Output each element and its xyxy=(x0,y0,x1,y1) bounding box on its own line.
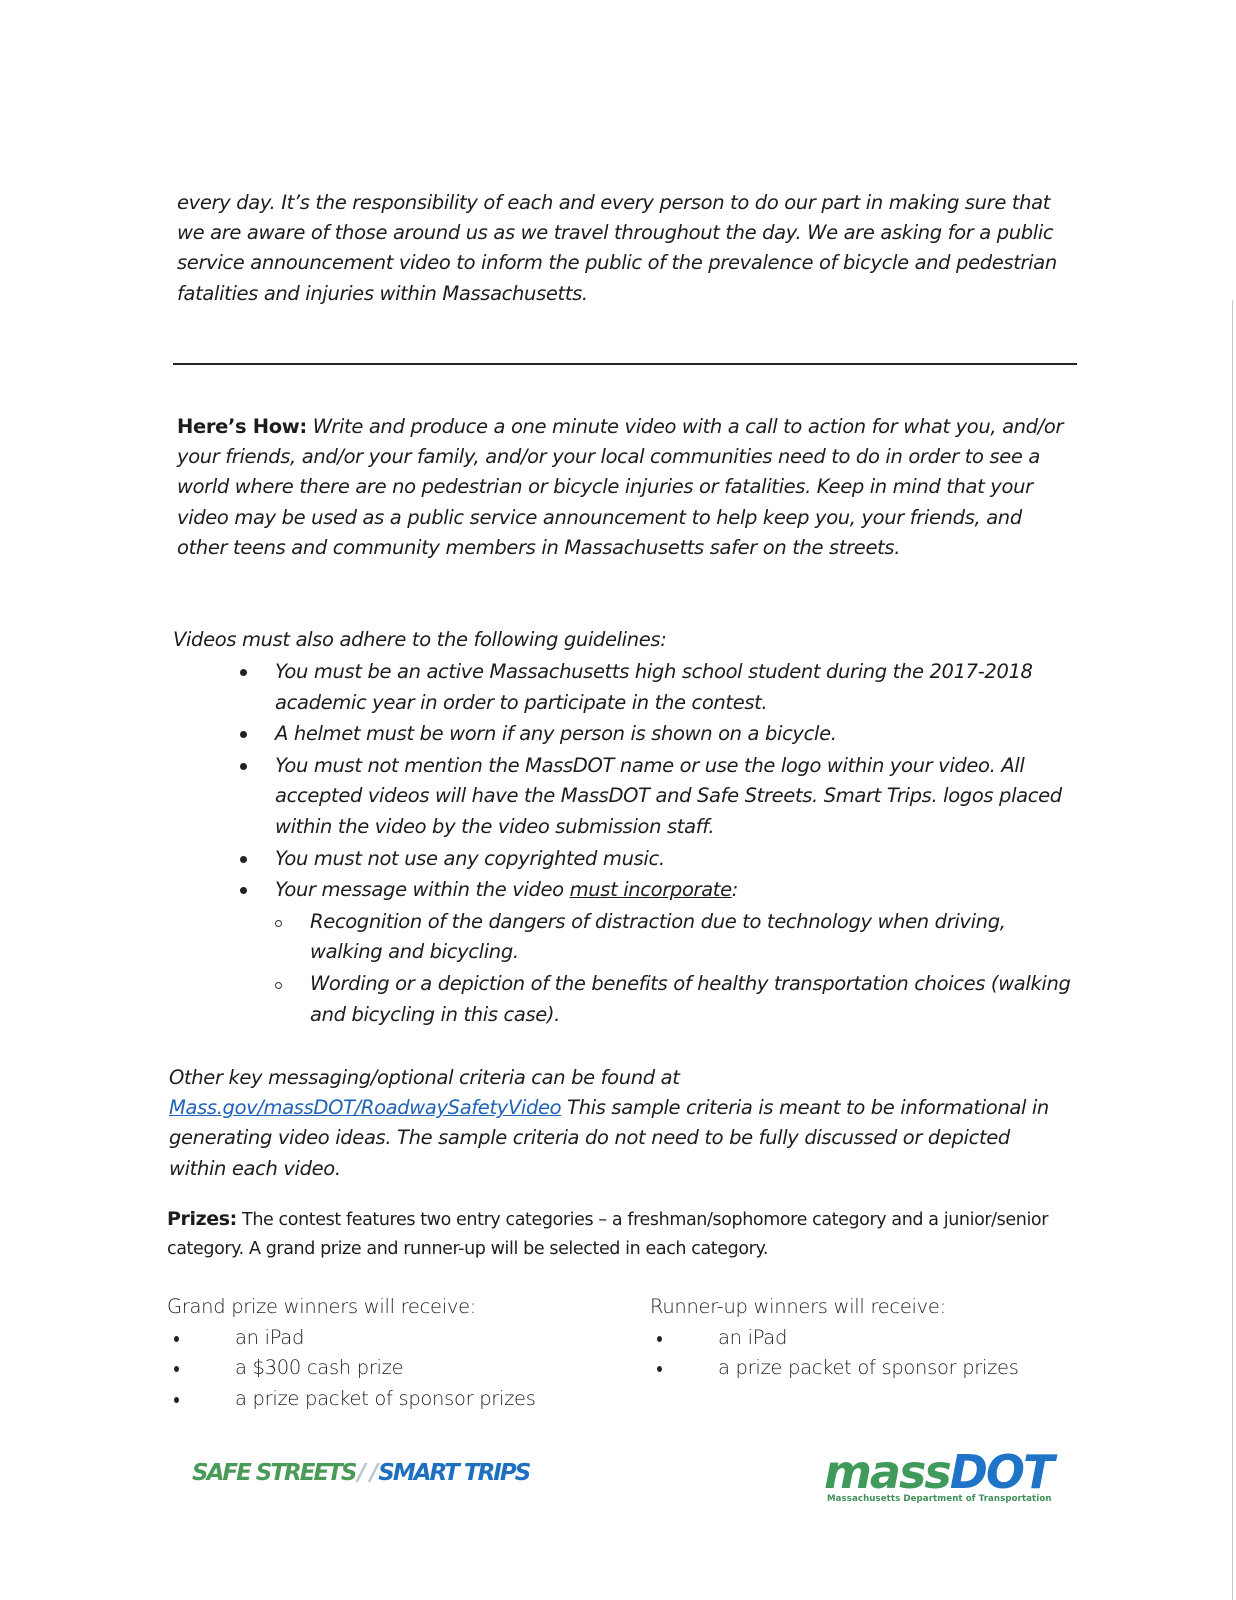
prize-item: a prize packet of sponsor prizes xyxy=(650,1353,1070,1384)
bullet-icon xyxy=(240,856,247,863)
bullet-icon xyxy=(240,763,247,770)
intro-paragraph: every day. It’s the responsibility of each and every person to do our part in making sure that we are aware of those around us as we travel throughout the day. We are asking for a public service announcement video to inform the public of the prevalence of bicycle and pedestrian fatalities and injuries within Massachusetts. xyxy=(177,191,1057,305)
bullet-icon xyxy=(174,1336,179,1342)
safe-streets-smart-trips-logo: SAFE STREETS/ /SMART TRIPS xyxy=(192,1460,530,1486)
prize-item: a $300 cash prize xyxy=(167,1353,587,1384)
roadway-safety-video-link[interactable]: Mass.gov/massDOT/RoadwaySafetyVideo xyxy=(169,1096,562,1120)
guideline-item: You must not use any copyrighted music. xyxy=(240,844,1080,875)
bullet-icon xyxy=(657,1336,662,1342)
horizontal-divider xyxy=(173,363,1077,365)
guidelines-intro: Videos must also adhere to the following guidelines: xyxy=(173,628,667,651)
prizes-label: Prizes: xyxy=(167,1208,237,1230)
runner-up-prize-list xyxy=(650,1292,1070,1384)
guideline-item: You must not mention the MassDOT name or use the logo within your video. All accepted videos will have the MassDOT and Safe Streets. Smart Trips. logos placed within the video by the video submission staff. xyxy=(240,751,1080,843)
grand-prize-header: Grand prize winners will receive: xyxy=(167,1295,477,1318)
prize-item: an iPad xyxy=(167,1323,587,1354)
heres-how-paragraph xyxy=(177,412,1077,563)
guideline-item: You must be an active Massachusetts high school student during the 2017-2018 academic year in order to participate in the contest. xyxy=(240,657,1080,718)
heres-how-text: Write and produce a one minute video with a call to action for what you, and/or your friends, and/or your family, and/or your local communities need to do in order to see a world where there are no pedestrian or bicycle injuries or fatalities. Keep in mind that your video may be used as a public service announcement to help keep you, your friends, and other teens and community members in Massachusetts safer on the streets. xyxy=(177,415,1064,559)
prize-item: an iPad xyxy=(650,1323,1070,1354)
guideline-sub-item: Wording or a depiction of the benefits of healthy transportation choices (walking and bicycling in this case). xyxy=(275,969,1080,1030)
massdot-logo: massDOT Massachusetts Department of Transportation xyxy=(824,1445,1053,1504)
runner-up-header: Runner-up winners will receive: xyxy=(650,1295,946,1318)
grand-prize-list xyxy=(167,1292,587,1414)
prizes-paragraph: Prizes: The contest features two entry categories – a freshman/sophomore category and a junior/senior category. A grand prize and runner-up will be selected in each category. xyxy=(167,1208,1049,1259)
bullet-icon xyxy=(240,669,247,676)
bullet-icon xyxy=(657,1366,662,1372)
massdot-caption: Massachusetts Department of Transportation xyxy=(827,1494,1052,1504)
bullet-icon xyxy=(174,1397,179,1403)
heres-how-label: Here’s How: xyxy=(177,415,307,438)
other-criteria-paragraph: Other key messaging/optional criteria can be found at Mass.gov/massDOT/RoadwaySafetyVideo This sample criteria is meant to be informational in generating video ideas. The sample criteria do not need to be fully discussed or depicted within each video. xyxy=(169,1066,1049,1180)
guideline-item: A helmet must be worn if any person is shown on a bicycle. xyxy=(240,719,1080,750)
guidelines-list xyxy=(240,657,1080,1031)
page-edge-line xyxy=(1232,300,1233,1600)
prize-item: a prize packet of sponsor prizes xyxy=(167,1384,587,1415)
hollow-bullet-icon xyxy=(275,920,282,927)
bullet-icon xyxy=(240,731,247,738)
hollow-bullet-icon xyxy=(275,982,282,989)
safe-streets-italic: Safe Streets. Smart Trips. xyxy=(697,784,938,808)
must-incorporate-underlined: must incorporate xyxy=(569,878,732,902)
bullet-icon xyxy=(240,887,247,894)
guideline-sub-list xyxy=(275,907,1080,1030)
guideline-sub-item: Recognition of the dangers of distraction due to technology when driving, walking and bicycling. xyxy=(275,907,1080,968)
bullet-icon xyxy=(174,1366,179,1372)
guideline-item: Your message within the video must incorporate: xyxy=(240,875,1080,906)
